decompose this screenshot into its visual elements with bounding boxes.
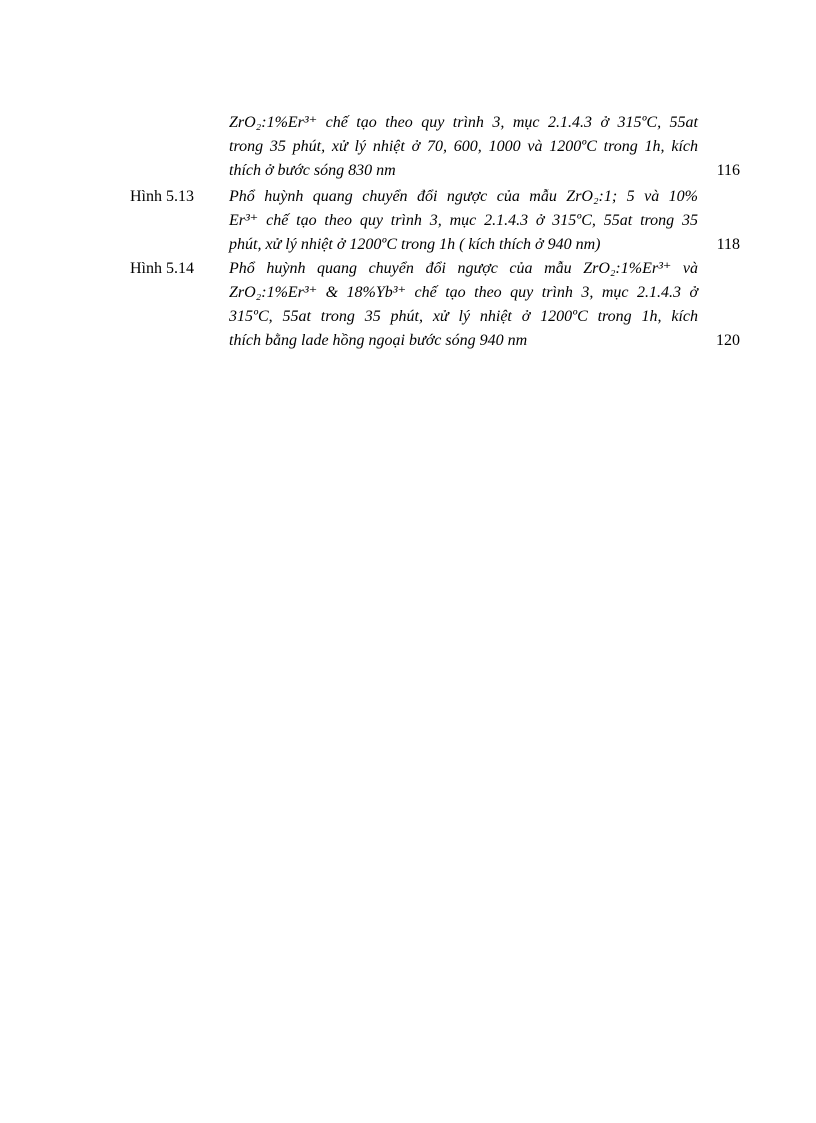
caption-line: ZrO₂:1%Er³⁺ chế tạo theo quy trình 3, mục 2.1.4.3 ở 315ºC, 55at bbox=[229, 114, 698, 131]
page-number: 116 bbox=[716, 162, 740, 179]
figure-caption bbox=[229, 257, 698, 353]
figure-list-entry bbox=[130, 185, 740, 257]
caption-line: Phổ huỳnh quang chuyển đổi ngược của mẫu ZrO₂:1; 5 và 10% bbox=[229, 188, 698, 205]
caption-line: Phổ huỳnh quang chuyển đổi ngược của mẫu ZrO₂:1%Er³⁺ và bbox=[229, 260, 698, 277]
caption-line: 315ºC, 55at trong 35 phút, xử lý nhiệt ở 1200ºC trong 1h, kích bbox=[229, 308, 698, 325]
caption-line: thích ở bước sóng 830 nm bbox=[229, 162, 396, 179]
caption-line: thích bằng lade hồng ngoại bước sóng 940 nm bbox=[229, 332, 528, 349]
caption-line: Er³⁺ chế tạo theo quy trình 3, mục 2.1.4.3 ở 315ºC, 55at trong 35 bbox=[229, 212, 698, 229]
page-number: 120 bbox=[716, 332, 740, 349]
figure-list-entry bbox=[130, 257, 740, 353]
page-number: 118 bbox=[716, 236, 740, 253]
figure-caption bbox=[229, 111, 698, 183]
figure-label: Hình 5.13 bbox=[130, 188, 194, 205]
figure-caption bbox=[229, 185, 698, 257]
caption-line: trong 35 phút, xử lý nhiệt ở 70, 600, 1000 và 1200ºC trong 1h, kích bbox=[229, 138, 698, 155]
caption-line: ZrO₂:1%Er³⁺ & 18%Yb³⁺ chế tạo theo quy trình 3, mục 2.1.4.3 ở bbox=[229, 284, 698, 301]
caption-line: phút, xử lý nhiệt ở 1200ºC trong 1h ( kích thích ở 940 nm) bbox=[229, 236, 601, 253]
figure-label: Hình 5.14 bbox=[130, 260, 194, 277]
figure-list-entry bbox=[130, 111, 740, 183]
